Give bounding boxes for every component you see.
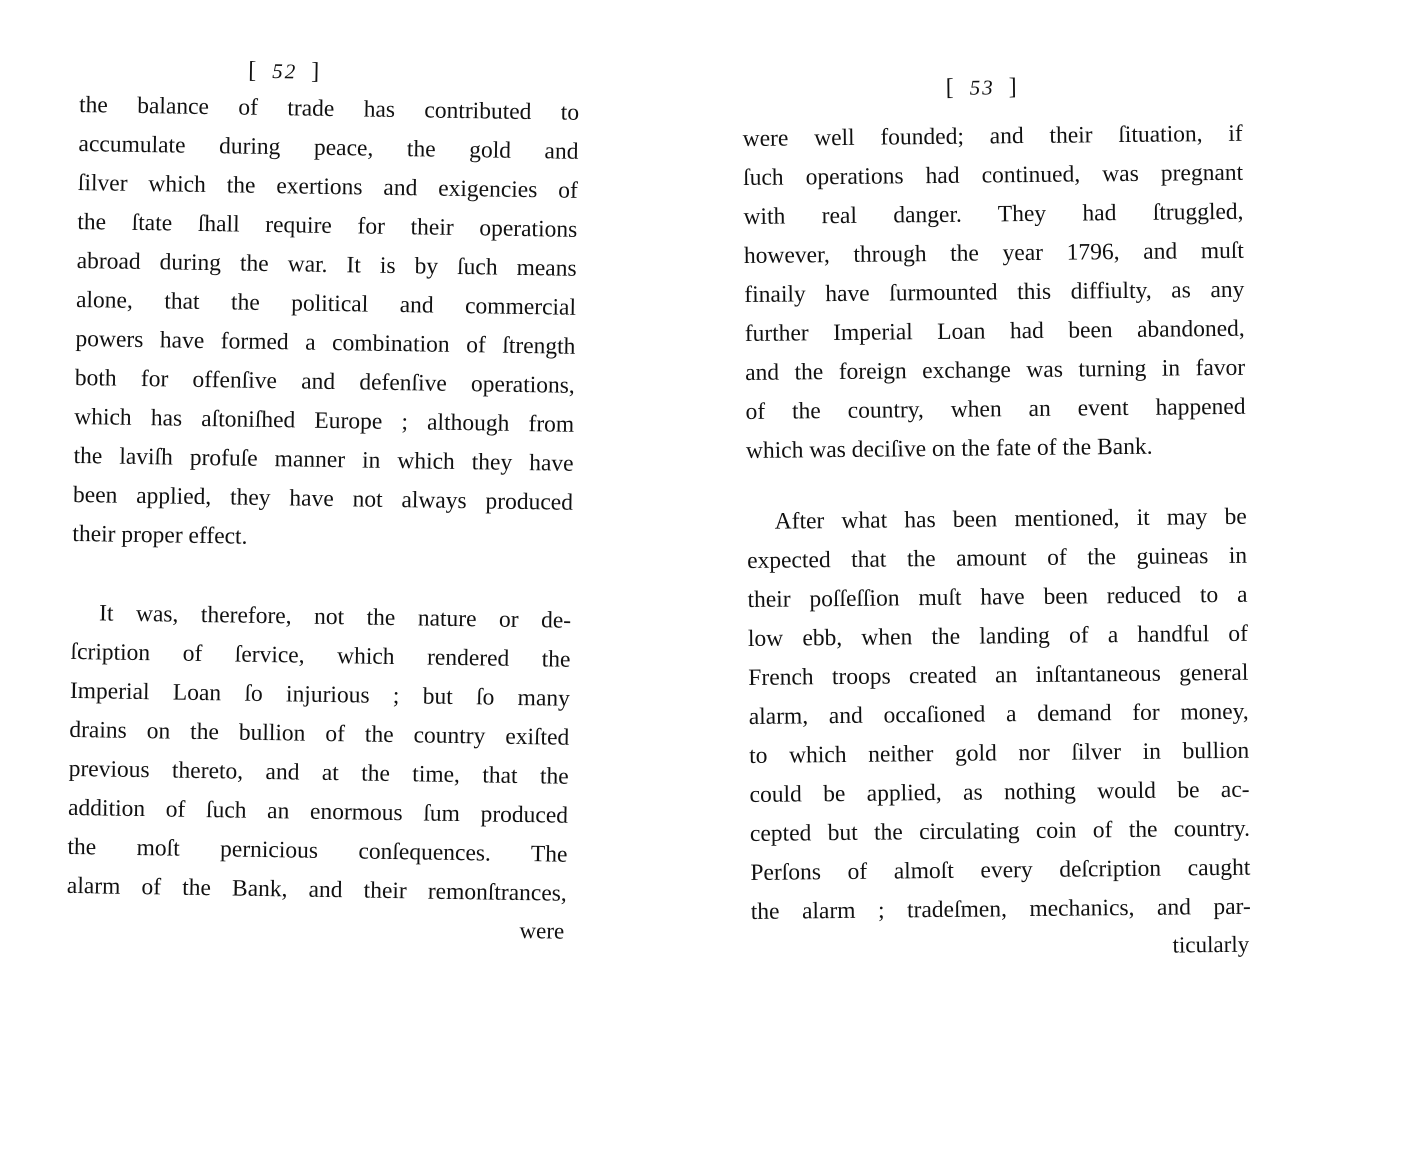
right-page-number-close-bracket: ] — [1008, 74, 1019, 101]
text-line: the laviſh profuſe manner in which they have — [73, 442, 574, 477]
right-paragraph-1 — [743, 115, 1247, 471]
text-line: Imperial Loan ſo injurious ; but ſo many — [69, 677, 571, 712]
text-line: accumulate during peace, the gold and — [78, 130, 579, 165]
left-page-number-value: 52 — [272, 59, 298, 84]
text-line: and the foreign exchange was turning in favor — [745, 354, 1246, 386]
text-line: low ebb, when the landing of a handful of — [747, 620, 1249, 652]
text-line: the ſtate ſhall require for their operations — [77, 208, 578, 243]
text-line: powers have formed a combination of ſtrength — [75, 325, 576, 360]
text-line: their poſſeſſion muſt have been reduced to a — [747, 581, 1248, 613]
text-line: previous thereto, and at the time, that the — [68, 755, 569, 790]
text-line: finaily have ſurmounted this diffiulty, as any — [744, 276, 1245, 308]
text-line: of the country, when an event happened — [745, 393, 1246, 425]
text-line: ſuch operations had continued, was pregnant — [742, 159, 1244, 191]
text-line: the alarm ; tradeſmen, mechanics, and par- — [750, 893, 1251, 925]
text-line: addition of ſuch an enormous ſum produced — [67, 794, 569, 829]
text-line: to which neither gold nor ſilver in bullion — [749, 737, 1250, 769]
left-paragraph-1 — [72, 86, 579, 562]
text-line: ſcription of ſervice, which rendered the — [70, 638, 571, 673]
text-line: alarm, and occaſioned a demand for money, — [748, 698, 1249, 730]
text-line: French troops created an inſtantaneous general — [748, 659, 1249, 691]
text-line: could be applied, as nothing would be ac- — [749, 776, 1250, 808]
right-page-number — [742, 67, 1222, 108]
paragraph-gap — [746, 466, 1246, 503]
text-line: their proper effect. — [72, 520, 248, 550]
text-line: After what has been mentioned, it may be — [774, 503, 1247, 535]
text-line: abroad during the war. It is by ſuch means — [76, 247, 577, 282]
right-page — [742, 67, 1251, 968]
right-paragraph-2 — [747, 498, 1251, 932]
left-page-number-close-bracket: ] — [310, 58, 322, 85]
text-line: alarm of the Bank, and their remonſtrances, — [66, 872, 568, 907]
text-line: drains on the bullion of the country exiſted — [69, 716, 570, 751]
text-line: ſilver which the exertions and exigencies of — [77, 169, 579, 204]
right-page-number-value: 53 — [969, 75, 995, 100]
text-line: both for offenſive and defenſive operations, — [74, 364, 575, 399]
text-line: Perſons of almoſt every deſcription caught — [750, 854, 1251, 886]
text-line: It was, therefore, not the nature or de- — [98, 600, 572, 634]
right-catchword: ticularly — [1172, 931, 1250, 958]
left-page-number-open-bracket: [ — [247, 57, 259, 84]
left-page — [66, 50, 580, 950]
text-line: with real danger. They had ſtruggled, — [743, 198, 1244, 230]
left-catchword: were — [519, 918, 565, 944]
text-line: the balance of trade has contributed to — [78, 91, 580, 126]
left-paragraph-2 — [67, 594, 572, 914]
text-line: were well founded; and their ſituation, if — [742, 120, 1243, 152]
text-line: however, through the year 1796, and muſt — [743, 237, 1245, 269]
text-line: alone, that the political and commercial — [75, 286, 577, 321]
text-line: expected that the amount of the guineas in — [746, 542, 1248, 574]
text-line: which has aſtoniſhed Europe ; although from — [74, 403, 575, 438]
text-line: cepted but the circulating coin of the country. — [749, 815, 1251, 847]
text-line: further Imperial Loan had been abandoned, — [744, 315, 1245, 347]
text-line: the moſt pernicious conſequences. The — [67, 833, 568, 868]
text-line: which was deciſive on the fate of the Bank. — [745, 433, 1153, 464]
text-line: been applied, they have not always produced — [72, 481, 574, 516]
right-page-number-open-bracket: [ — [945, 74, 956, 101]
